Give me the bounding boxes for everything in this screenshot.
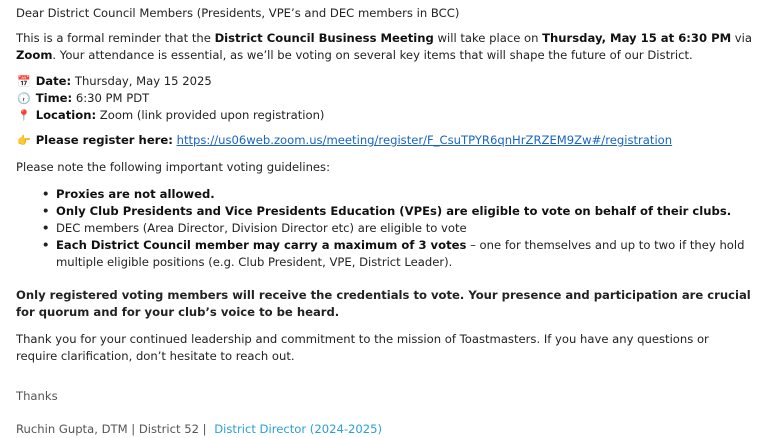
list-item xyxy=(56,186,756,203)
intro-text-2: will take place on xyxy=(433,31,543,45)
list-item xyxy=(56,203,756,220)
detail-date-value: Thursday, May 15 2025 xyxy=(71,74,212,88)
meeting-details xyxy=(16,73,324,124)
intro-text-1: This is a formal reminder that the xyxy=(16,31,215,45)
guideline-4-rest: – one for themselves and up to two if they hold multiple eligible positions (e.g. Club President, VPE, District Leader). xyxy=(56,238,745,269)
detail-date-label: Date: xyxy=(35,74,72,88)
meeting-name: District Council Business Meeting xyxy=(214,31,434,45)
guideline-2: Only Club Presidents and Vice Presidents Education (VPEs) are eligible to vote on behalf of their clubs. xyxy=(56,204,732,218)
signoff: Thanks xyxy=(16,389,58,403)
register-line xyxy=(16,132,672,149)
signature xyxy=(16,421,382,438)
guidelines-list xyxy=(16,186,756,271)
guideline-4-bold: Each District Council member may carry a maximum of 3 votes xyxy=(56,238,467,252)
greeting: Dear District Council Members (Presidents, VPE’s and DEC members in BCC) xyxy=(16,6,460,20)
detail-location-value: Zoom (link provided upon registration) xyxy=(96,108,325,122)
guideline-1: Proxies are not allowed. xyxy=(56,187,215,201)
intro-text-4: . Your attendance is essential, as we’ll be voting on several key items that will shape the future of our District. xyxy=(52,48,693,62)
pointing-hand-icon: 👉 xyxy=(17,134,31,147)
detail-location-label: Location: xyxy=(35,108,97,122)
calendar-icon: 📅 xyxy=(17,75,31,88)
signature-role: District Director (2024-2025) xyxy=(214,422,383,436)
register-label: Please register here: xyxy=(35,133,173,147)
guidelines-intro: Please note the following important voting guidelines: xyxy=(16,160,330,174)
pin-icon: 📍 xyxy=(17,109,31,122)
meeting-platform: Zoom xyxy=(16,48,53,62)
detail-date xyxy=(16,73,324,90)
registration-link[interactable]: https://us06web.zoom.us/meeting/register/F_CsuTPYR6qnHrZRZEM9Zw#/registration xyxy=(176,133,673,147)
detail-time xyxy=(16,90,324,107)
signature-name: Ruchin Gupta, DTM | District 52 | xyxy=(16,422,211,436)
clock-icon: 🕡 xyxy=(17,92,31,105)
detail-time-value: 6:30 PM PDT xyxy=(72,91,150,105)
detail-time-label: Time: xyxy=(35,91,73,105)
detail-location xyxy=(16,107,324,124)
voting-notice: Only registered voting members will receive the credentials to vote. Your presence and participation are crucial for quorum and for your club’s voice to be heard. xyxy=(16,288,751,319)
intro-text-3: via xyxy=(731,31,752,45)
thanks-paragraph: Thank you for your continued leadership and commitment to the mission of Toastmasters. If you have any questions or require clarification, don’t hesitate to reach out. xyxy=(16,332,709,363)
intro-paragraph xyxy=(16,30,756,64)
list-item xyxy=(56,237,756,271)
guideline-3: DEC members (Area Director, Division Director etc) are eligible to vote xyxy=(56,221,467,235)
meeting-datetime: Thursday, May 15 at 6:30 PM xyxy=(542,31,732,45)
list-item xyxy=(56,220,756,237)
